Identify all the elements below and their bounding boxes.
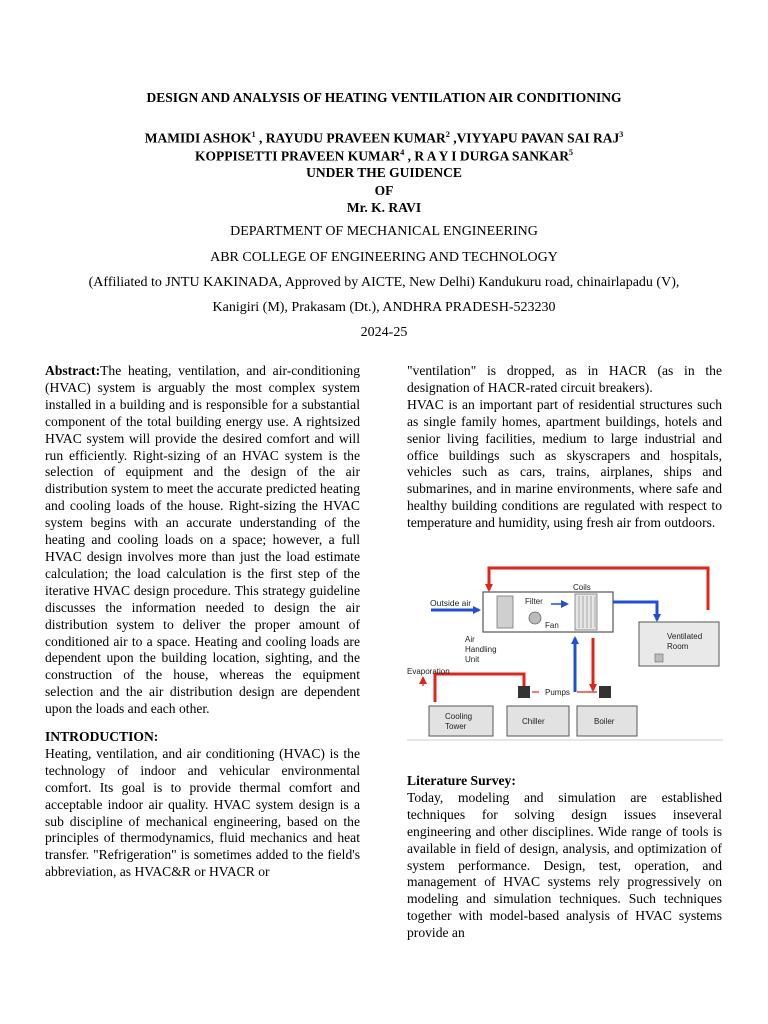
author-sup: 3	[619, 130, 624, 139]
ventilation-paragraph: "ventilation" is dropped, as in HACR (as in the designation of HACR-rated circuit breakers).	[407, 363, 722, 395]
author-sup: 1	[251, 130, 256, 139]
of-label: OF	[374, 183, 394, 198]
author-sup: 5	[569, 148, 574, 157]
right-column-top	[407, 363, 722, 532]
affiliation-line-2: Kanigiri (M), Prakasam (Dt.), ANDHRA PRADESH-523230	[212, 300, 556, 315]
chiller-label: Chiller	[522, 717, 545, 726]
coils-label: Coils	[573, 583, 591, 592]
college: ABR COLLEGE OF ENGINEERING AND TECHNOLOGY	[210, 250, 558, 265]
hvac-paragraph: HVAC is an important part of residential structures such as single family homes, apartment buildings, hotels and senior living facilities, medium to large industrial and office buildings such as skyscrapers and hospitals, vehicles such as cars, trains, airplanes, ships and submarines, and in marine environments, where safe and healthy building conditions are regulated with respect to temperature and humidity, using fresh air from outdoors.	[407, 396, 722, 531]
filter-box	[497, 596, 513, 628]
author-name: KOPPISETTI PRAVEEN KUMAR	[194, 148, 401, 164]
evaporation-line	[435, 674, 524, 702]
author-sup: 4	[400, 148, 405, 157]
cooling-tower-label-1: Cooling	[445, 712, 473, 721]
fan-label: Fan	[545, 621, 559, 630]
author-name: VIYYAPU PAVAN SAI RAJ	[456, 130, 620, 146]
pump-left-icon	[518, 686, 530, 698]
authors-line-2	[0, 148, 768, 165]
coil-box	[575, 594, 597, 630]
cooling-tower-box	[429, 706, 493, 736]
ahu-label-1: Air	[465, 635, 475, 644]
pump-right-icon	[599, 686, 611, 698]
abstract	[45, 363, 360, 718]
author-sup: 2	[445, 130, 450, 139]
author-name: MAMIDI ASHOK	[144, 130, 252, 146]
room-label-2: Room	[667, 642, 689, 651]
affiliation-line-1: (Affiliated to JNTU KAKINADA, Approved by AICTE, New Delhi) Kandukuru road, chinairlapadu (V),	[88, 275, 680, 290]
literature-survey-heading: Literature Survey:	[407, 773, 516, 788]
guidance-label: UNDER THE GUIDENCE	[306, 165, 462, 180]
paper-title: DESIGN AND ANALYSIS OF HEATING VENTILATION AIR CONDITIONING	[146, 90, 622, 105]
room-vent-icon	[655, 654, 663, 662]
author-sep: ,	[449, 130, 457, 146]
abstract-label: Abstract:	[45, 363, 101, 378]
authors-line-1	[0, 130, 768, 147]
guide-name: Mr. K. RAVI	[346, 200, 422, 215]
literature-survey-section	[407, 773, 722, 942]
introduction-text: Heating, ventilation, and air conditioning (HVAC) is the technology of indoor and vehicular environmental comfort. Its goal is to provide thermal comfort and acceptable indoor air quality. HVAC system design is a sub discipline of mechanical engineering, based on the principles of thermodynamics, fluid mechanics and heat transfer. "Refrigeration" is sometimes added to the field's abbreviation, as HVAC&R or HVACR or	[45, 745, 360, 880]
hvac-diagram	[405, 562, 725, 742]
ahu-label-3: Unit	[465, 655, 480, 664]
boiler-label: Boiler	[594, 717, 615, 726]
literature-survey-text: Today, modeling and simulation are established techniques for solving design issues inseveral engineering and other disciplines. Wide range of tools is available in field of design, analysis, and optimization of system performance. Design, test, operation, and management of HVAC systems rely progressively on modeling and simulation techniques. Such techniques together with model-based analysis of HVAC systems provide an	[407, 789, 722, 941]
pumps-label: Pumps	[545, 688, 570, 697]
department: DEPARTMENT OF MECHANICAL ENGINEERING	[230, 224, 538, 239]
introduction-heading: INTRODUCTION:	[45, 729, 159, 745]
evaporation-label: Evaporation	[407, 667, 450, 676]
outside-air-label: Outside air	[430, 598, 472, 608]
filter-label: Filter	[525, 597, 543, 606]
author-sep: ,	[404, 148, 415, 164]
cooling-tower-label-2: Tower	[445, 722, 467, 731]
abstract-text: The heating, ventilation, and air-conditioning (HVAC) system is arguably the most complex system installed in a building and is responsible for a substantial component of the total building energy use. A rightsized HVAC system will provide the desired comfort and will run efficiently. Right-sizing of an HVAC system is the selection of equipment and the design of the air distribution system to meet the accurate predicted heating and cooling loads of the house. Right-sizing the HVAC system begins with an accurate understanding of the heating and cooling loads on a space; however, a full HVAC design involves more than just the load estimate calculation; the load calculation is the first step of the iterative HVAC design procedure. This strategy guideline discusses the information needed to design the air distribution system to deliver the proper amount of conditioned air to a space. Heating and cooling loads are dependent upon the building location, sighting, and the construction of the house, whereas the equipment selection and the air distribution design are dependent upon the loads and each other.	[45, 363, 360, 717]
fan-icon	[529, 612, 541, 624]
ahu-label-2: Handling	[465, 645, 497, 654]
left-column	[45, 363, 360, 881]
year: 2024-25	[360, 325, 408, 340]
author-sep: ,	[255, 130, 266, 146]
author-name: RAYUDU PRAVEEN KUMAR	[265, 130, 446, 146]
supply-duct-line	[613, 602, 657, 620]
room-label-1: Ventilated	[667, 632, 703, 641]
author-name: R A Y I DURGA SANKAR	[414, 148, 570, 164]
